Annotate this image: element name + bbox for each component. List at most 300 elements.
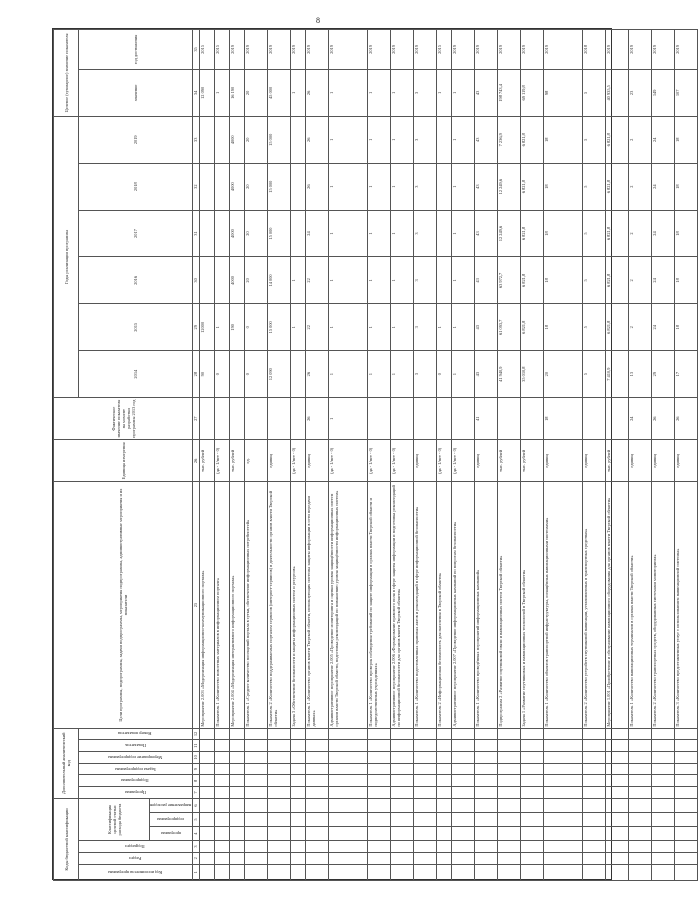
code-cell — [268, 798, 291, 812]
row-year-value: 1 — [452, 257, 475, 304]
row-year-value: 5 — [583, 351, 606, 398]
row-year-value: 18 — [675, 210, 698, 257]
code-cell — [629, 752, 652, 764]
row-year-value: 20 — [245, 257, 268, 304]
code-cell — [629, 841, 652, 853]
code-cell — [606, 728, 629, 740]
table-row — [200, 30, 215, 881]
code-cell — [498, 763, 521, 775]
year-2018-header: 2018 — [79, 163, 193, 210]
program-sub-task: Задача подпрограммы — [79, 763, 193, 775]
row-year-value: 4000 — [230, 163, 245, 210]
row-year-value: 4000 — [230, 116, 245, 163]
code-cell — [521, 763, 544, 775]
code-cell — [606, 752, 629, 764]
row-target-year: 2019 — [498, 30, 521, 70]
code-cell — [583, 740, 606, 752]
code-cell — [368, 813, 391, 827]
code-cell — [675, 813, 698, 827]
row-description: Показатель 1 «Количество органов власти Тверской области, использующих системы защиты информации в сети передачи данных» — [306, 482, 329, 728]
code-cell — [475, 827, 498, 841]
program-sub-program: Программа — [79, 787, 193, 799]
column-number: 12 — [193, 728, 200, 740]
row-year-value: 13 — [629, 351, 652, 398]
row-year-value: 4000 — [230, 257, 245, 304]
row-year-value: 6 821,8 — [606, 163, 629, 210]
code-cell — [521, 752, 544, 764]
row-year-value: 5 — [583, 304, 606, 351]
code-cell — [329, 852, 368, 864]
row-fact — [291, 398, 306, 440]
row-year-value: 1 — [391, 351, 414, 398]
budget-detail-subprogram: подпрограмма — [150, 813, 193, 827]
code-cell — [629, 740, 652, 752]
code-cell — [291, 775, 306, 787]
code-cell — [629, 864, 652, 880]
row-year-value: 1 — [329, 351, 368, 398]
row-year-value: 0 — [437, 351, 452, 398]
code-cell — [452, 852, 475, 864]
row-year-value: 1 — [368, 257, 391, 304]
row-fact: 26 — [675, 398, 698, 440]
row-unit: тыс. рублей — [498, 440, 521, 482]
row-description: Мероприятие 2.003 «Модернизация информационно-коммуникационного портала» — [200, 482, 215, 728]
row-year-value: 24 — [652, 116, 675, 163]
row-description: Показатель 1 «Количество новостных материалов в информационном портале» — [215, 482, 230, 728]
code-cell — [268, 864, 291, 880]
code-cell — [452, 813, 475, 827]
code-cell — [268, 841, 291, 853]
row-year-value: 1 — [329, 304, 368, 351]
code-cell — [652, 752, 675, 764]
code-cell — [521, 787, 544, 799]
row-fact — [230, 398, 245, 440]
code-cell — [498, 864, 521, 880]
row-year-value: 6 821,8 — [521, 304, 544, 351]
row-unit: (да - 1/нет - 0) — [391, 440, 414, 482]
row-year-value: 1 — [452, 116, 475, 163]
code-cell — [606, 740, 629, 752]
row-year-value: 3 — [414, 304, 437, 351]
table-row — [391, 30, 414, 881]
row-year-value: 18 — [675, 304, 698, 351]
row-year-value — [437, 210, 452, 257]
row-year-value: 22 — [306, 304, 329, 351]
row-description: Административное мероприятие 2.006 «Формирование правового поля в сфере защиты информации и подготовка рекомендаций по информационной безопасности для органов власти Тверской области» — [391, 482, 414, 728]
code-cell — [268, 752, 291, 764]
row-target-year: 2019 — [606, 30, 629, 70]
column-number: 11 — [193, 740, 200, 752]
year-2017-header: 2017 — [79, 210, 193, 257]
code-cell — [583, 852, 606, 864]
code-cell — [306, 864, 329, 880]
column-number: 1 — [193, 864, 200, 880]
row-year-value: 6 821,8 — [606, 304, 629, 351]
code-cell — [306, 827, 329, 841]
code-cell — [475, 852, 498, 864]
code-cell — [583, 864, 606, 880]
code-cell — [368, 841, 391, 853]
code-cell — [245, 787, 268, 799]
code-cell — [498, 728, 521, 740]
code-cell — [200, 852, 215, 864]
row-target-year: 2015 — [200, 30, 215, 70]
code-cell — [583, 763, 606, 775]
code-cell — [606, 798, 629, 812]
row-year-value — [200, 163, 215, 210]
row-year-value: 5 — [583, 257, 606, 304]
row-description: Показатель 1 «Количество проведённых мероприятий информационных кампаний» — [475, 482, 498, 728]
column-number: 26 — [193, 440, 200, 482]
row-year-value: 3 — [414, 210, 437, 257]
code-cell — [414, 852, 437, 864]
code-cell — [414, 763, 437, 775]
code-cell — [306, 752, 329, 764]
column-number: 27 — [193, 398, 200, 440]
code-cell — [306, 775, 329, 787]
row-year-value: 1 — [368, 351, 391, 398]
row-target-value: 1 — [368, 69, 391, 116]
code-cell — [652, 852, 675, 864]
code-cell — [498, 827, 521, 841]
row-year-value — [291, 116, 306, 163]
row-year-value: 7 236,9 — [498, 116, 521, 163]
code-cell — [230, 798, 245, 812]
code-cell — [368, 852, 391, 864]
code-cell — [544, 775, 583, 787]
code-cell — [245, 775, 268, 787]
row-unit: единиц — [675, 440, 698, 482]
row-year-value: 18 — [544, 210, 583, 257]
code-cell — [652, 864, 675, 880]
row-fact — [498, 398, 521, 440]
code-cell — [583, 728, 606, 740]
row-year-value: 18 — [544, 116, 583, 163]
row-year-value: 12 249,6 — [498, 163, 521, 210]
column-number: 3 — [193, 841, 200, 853]
code-cell — [629, 813, 652, 827]
program-codes-header: Дополнительный аналитический код — [54, 728, 79, 798]
row-year-value — [215, 163, 230, 210]
row-description: Задача 3 «Обеспечение безопасности и защиты информационных систем и ресурсов» — [291, 482, 306, 728]
code-cell — [652, 775, 675, 787]
code-cell — [583, 787, 606, 799]
code-cell — [215, 775, 230, 787]
column-number: 8 — [193, 775, 200, 787]
row-target-value: 1 — [391, 69, 414, 116]
code-cell — [452, 763, 475, 775]
row-fact — [437, 398, 452, 440]
row-year-value: 15 000 — [268, 304, 291, 351]
row-description: Показатель 1 «Количество проверок соблюдения требований по защите информации в органах власти Тверской области и подведомственных учреждениях» — [368, 482, 391, 728]
code-cell — [368, 728, 391, 740]
row-fact: 26 — [306, 398, 329, 440]
row-description: Показатель 2 «Информационная безопасность для населения в Тверской области» — [437, 482, 452, 728]
code-cell — [391, 728, 414, 740]
code-cell — [675, 763, 698, 775]
code-cell — [200, 827, 215, 841]
row-target-year: 2019 — [475, 30, 498, 70]
row-year-value: 0 — [215, 351, 230, 398]
code-cell — [675, 852, 698, 864]
row-target-year: 2019 — [521, 30, 544, 70]
row-year-value: 15 000 — [268, 116, 291, 163]
row-year-value: 7 410,9 — [606, 351, 629, 398]
code-cell — [291, 864, 306, 880]
row-year-value — [215, 116, 230, 163]
row-year-value — [215, 210, 230, 257]
row-target-year: 2019 — [368, 30, 391, 70]
row-year-value: 2 — [629, 304, 652, 351]
code-cell — [245, 752, 268, 764]
code-cell — [230, 841, 245, 853]
row-year-value: 3 — [414, 257, 437, 304]
row-year-value — [230, 351, 245, 398]
target-header: Целевое (суммарное) значение показателя — [54, 30, 79, 117]
row-description: Мероприятие 1.001 «Приобретение и обслуживание навигационного оборудования для органов власти Тверской области» — [606, 482, 629, 728]
row-year-value: 41 940,9 — [498, 351, 521, 398]
code-cell — [391, 827, 414, 841]
row-year-value: 6 821,8 — [606, 116, 629, 163]
code-cell — [652, 798, 675, 812]
code-cell — [200, 798, 215, 812]
row-target-value: 5 — [583, 69, 606, 116]
code-cell — [291, 841, 306, 853]
code-cell — [329, 787, 368, 799]
row-description: Задача 1 «Развитие спутниковых и навигационных технологий в Тверской области» — [521, 482, 544, 728]
table-row — [475, 30, 498, 881]
row-fact — [583, 398, 606, 440]
table-row — [291, 30, 306, 881]
row-unit: (да - 1/нет - 0) — [368, 440, 391, 482]
code-cell — [498, 798, 521, 812]
row-description: Показатель 1 «Количество навигационных терминалов в органах власти Тверской области» — [629, 482, 652, 728]
code-cell — [329, 813, 368, 827]
row-unit: единиц — [583, 440, 606, 482]
row-year-value: 29 — [652, 351, 675, 398]
row-target-year: 2019 — [652, 30, 675, 70]
code-cell — [391, 841, 414, 853]
code-cell — [306, 787, 329, 799]
row-fact — [245, 398, 268, 440]
code-cell — [391, 813, 414, 827]
code-cell — [606, 852, 629, 864]
row-year-value: 3 — [414, 163, 437, 210]
row-description: Показатель 1 «Количество подготовленных правовых актов и рекомендаций в сфере информационной безопасности» — [414, 482, 437, 728]
budget-sub-subsection: Подраздел — [79, 841, 193, 853]
row-year-value: 1 — [452, 163, 475, 210]
row-year-value: 24 — [652, 257, 675, 304]
code-cell — [414, 798, 437, 812]
code-cell — [200, 728, 215, 740]
code-cell — [391, 775, 414, 787]
code-cell — [629, 787, 652, 799]
code-cell — [329, 728, 368, 740]
code-cell — [606, 763, 629, 775]
row-fact: 24 — [629, 398, 652, 440]
row-year-value: 24 — [652, 210, 675, 257]
row-year-value: 1 — [368, 210, 391, 257]
row-year-value: 43 — [475, 351, 498, 398]
code-cell — [475, 798, 498, 812]
code-cell — [544, 798, 583, 812]
code-cell — [675, 728, 698, 740]
program-sub-indicator-number: Номер показателя — [79, 728, 193, 740]
budget-sub-executor: Код исполнителя программы — [79, 864, 193, 880]
code-cell — [629, 798, 652, 812]
code-cell — [368, 763, 391, 775]
code-cell — [498, 787, 521, 799]
row-year-value: 1 — [452, 304, 475, 351]
row-fact — [606, 398, 629, 440]
code-cell — [414, 813, 437, 827]
row-year-value: 6 821,8 — [521, 163, 544, 210]
code-cell — [230, 813, 245, 827]
row-description: Подпрограмма 2 «Развитие спутниковой связи и навигационных систем Тверской области» — [498, 482, 521, 728]
row-year-value: 1 — [291, 257, 306, 304]
row-year-value: 6 821,8 — [521, 257, 544, 304]
row-target-value: 1 — [291, 69, 306, 116]
code-cell — [498, 775, 521, 787]
code-cell — [368, 740, 391, 752]
code-cell — [329, 775, 368, 787]
code-cell — [475, 740, 498, 752]
code-cell — [391, 852, 414, 864]
code-cell — [291, 798, 306, 812]
column-number: 34 — [193, 69, 200, 116]
code-cell — [414, 775, 437, 787]
row-year-value: 26 — [306, 351, 329, 398]
code-cell — [544, 740, 583, 752]
row-unit: (да - 1/нет - 0) — [291, 440, 306, 482]
row-year-value: 0 — [245, 351, 268, 398]
row-year-value: 2 — [629, 257, 652, 304]
code-cell — [215, 852, 230, 864]
code-cell — [230, 740, 245, 752]
row-description: Показатель 1 «Количество объектов транспортной инфраструктуры, оснащённых навигационными системами» — [544, 482, 583, 728]
row-description: Административное мероприятие 2.007 «Проведение информационных кампаний по вопросам безопасности» — [452, 482, 475, 728]
row-unit: (да - 1/нет - 0) — [437, 440, 452, 482]
code-cell — [414, 728, 437, 740]
row-year-value — [437, 163, 452, 210]
column-number: 31 — [193, 210, 200, 257]
code-cell — [291, 787, 306, 799]
budget-sub-section: Раздел — [79, 852, 193, 864]
row-target-value: 20 — [245, 69, 268, 116]
row-target-value: 98 — [544, 69, 583, 116]
row-target-value: 1 — [329, 69, 368, 116]
code-cell — [368, 775, 391, 787]
row-year-value: 1 — [391, 116, 414, 163]
row-unit: единиц — [475, 440, 498, 482]
code-cell — [452, 827, 475, 841]
row-target-year: 2019 — [452, 30, 475, 70]
code-cell — [215, 752, 230, 764]
code-cell — [230, 787, 245, 799]
row-unit: тыс. рублей — [200, 440, 215, 482]
code-cell — [368, 827, 391, 841]
table-row — [215, 30, 230, 881]
row-year-value — [200, 257, 215, 304]
row-target-value: 107 — [675, 69, 698, 116]
row-year-value: 1 — [391, 257, 414, 304]
code-cell — [544, 841, 583, 853]
budget-codes-header: Коды бюджетной классификации — [54, 798, 79, 880]
row-year-value: 15 000 — [268, 163, 291, 210]
row-target-year: 2019 — [675, 30, 698, 70]
row-target-value: 1 — [452, 69, 475, 116]
code-cell — [391, 740, 414, 752]
code-cell — [200, 763, 215, 775]
code-cell — [329, 841, 368, 853]
row-year-value — [437, 257, 452, 304]
column-number: 28 — [193, 351, 200, 398]
table-row — [652, 30, 675, 881]
years-header: Годы реализации программы — [54, 116, 79, 397]
code-cell — [544, 728, 583, 740]
code-cell — [475, 787, 498, 799]
row-year-value: 18 — [544, 257, 583, 304]
row-target-year: 2019 — [306, 30, 329, 70]
code-cell — [437, 728, 452, 740]
code-cell — [414, 787, 437, 799]
code-cell — [200, 775, 215, 787]
code-cell — [498, 813, 521, 827]
row-description: Показатель 2 «Количество устройств спутниковой навигации, установленных в транспортных средствах» — [583, 482, 606, 728]
code-cell — [629, 852, 652, 864]
code-cell — [583, 798, 606, 812]
row-year-value: 1 — [329, 116, 368, 163]
row-unit: (да - 1/нет - 0) — [329, 440, 368, 482]
row-target-year: 2019 — [329, 30, 368, 70]
row-target-year: 2019 — [291, 30, 306, 70]
code-cell — [652, 813, 675, 827]
row-year-value: 43 — [475, 257, 498, 304]
row-year-value — [200, 116, 215, 163]
row-year-value: 1 — [452, 351, 475, 398]
code-cell — [452, 740, 475, 752]
row-year-value: 1 — [329, 257, 368, 304]
row-target-year: 2019 — [629, 30, 652, 70]
row-target-year: 2019 — [391, 30, 414, 70]
table-row — [606, 30, 629, 881]
code-cell — [675, 798, 698, 812]
row-target-value: 149 — [652, 69, 675, 116]
row-year-value: 1 — [291, 304, 306, 351]
code-cell — [606, 827, 629, 841]
code-cell — [391, 752, 414, 764]
table-row — [245, 30, 268, 881]
code-cell — [498, 852, 521, 864]
row-fact — [268, 398, 291, 440]
row-year-value — [291, 163, 306, 210]
code-cell — [475, 841, 498, 853]
code-cell — [329, 864, 368, 880]
code-cell — [391, 798, 414, 812]
table-row — [521, 30, 544, 881]
table-row — [452, 30, 475, 881]
code-cell — [215, 813, 230, 827]
code-cell — [268, 775, 291, 787]
row-year-value: 1 — [368, 304, 391, 351]
unit-header: Единица измерения — [54, 440, 193, 482]
row-year-value: 12 090 — [268, 351, 291, 398]
row-year-value: 2 — [629, 210, 652, 257]
code-cell — [306, 813, 329, 827]
code-cell — [291, 728, 306, 740]
row-year-value: 22 — [306, 257, 329, 304]
row-fact: 1 — [329, 398, 368, 440]
